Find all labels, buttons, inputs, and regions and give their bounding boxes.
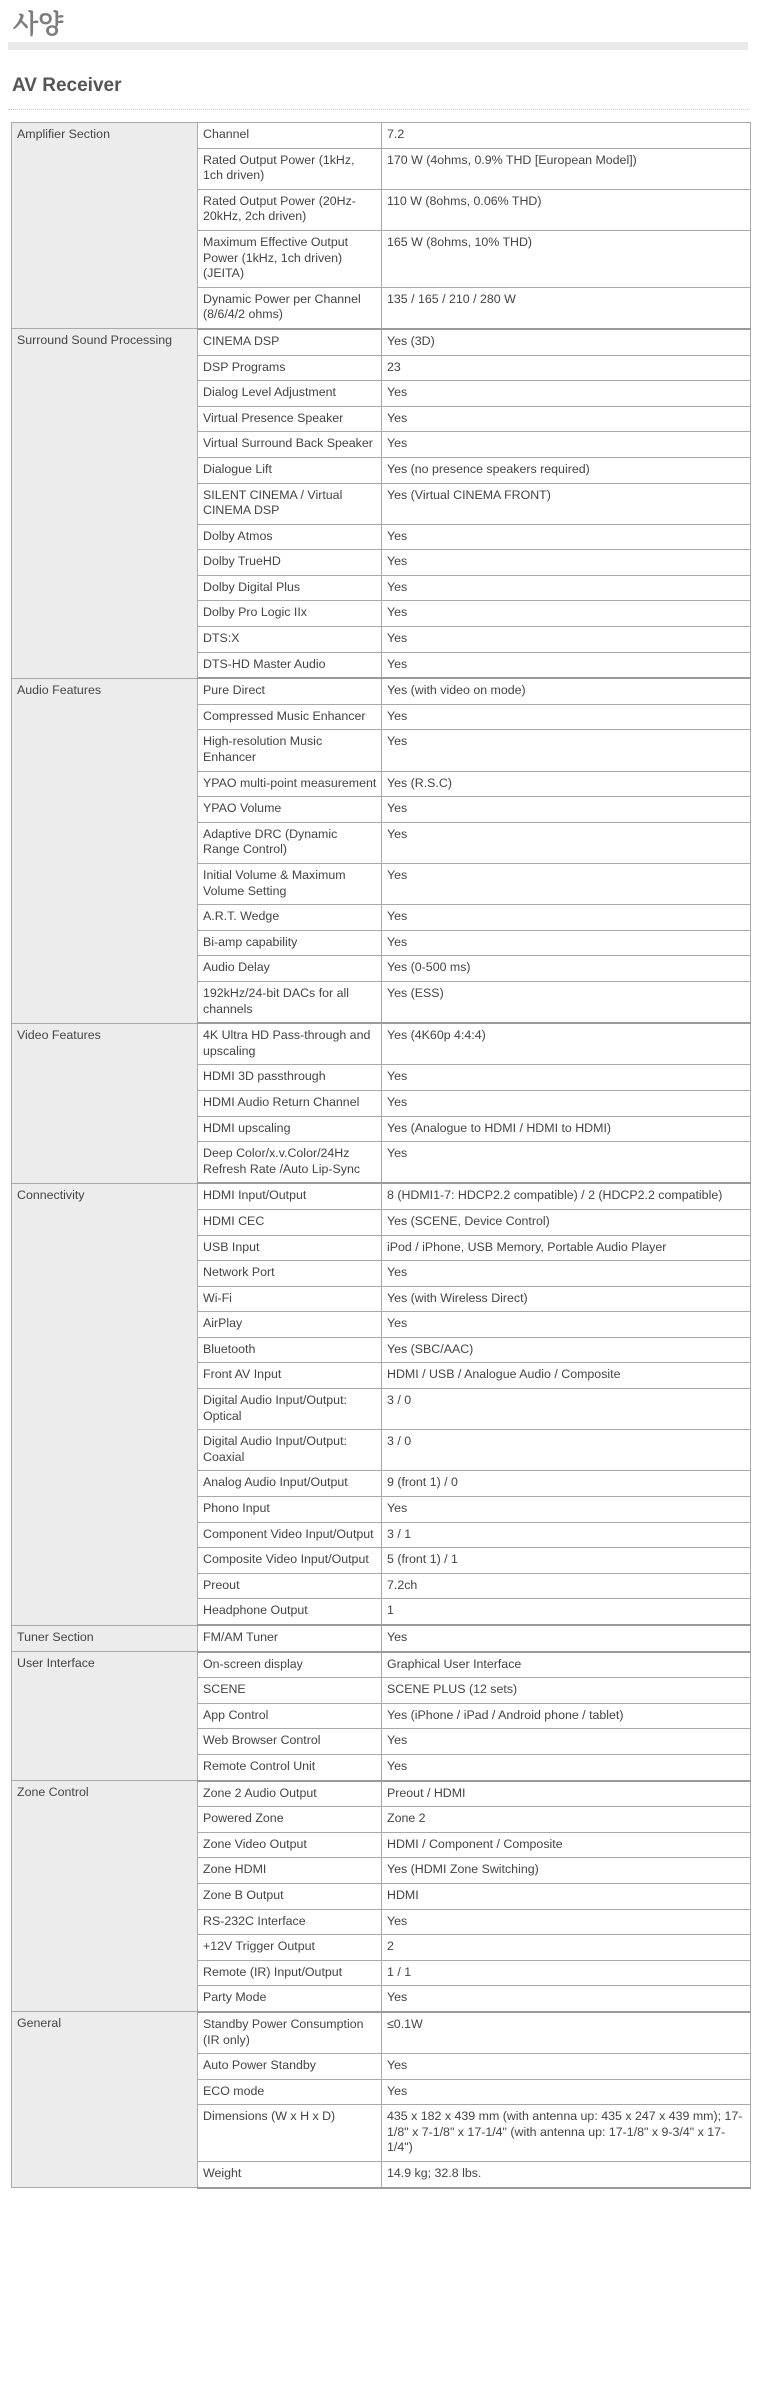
spec-label: Bi-amp capability bbox=[198, 930, 382, 956]
spec-label: ECO mode bbox=[198, 2079, 382, 2105]
spec-label: Digital Audio Input/Output: Optical bbox=[198, 1389, 382, 1430]
spec-label: Remote (IR) Input/Output bbox=[198, 1960, 382, 1986]
spec-label: HDMI Input/Output bbox=[198, 1183, 382, 1209]
spec-value: Yes bbox=[382, 1142, 751, 1184]
spec-value: Yes (no presence speakers required) bbox=[382, 457, 751, 483]
spec-value: Yes bbox=[382, 1986, 751, 2012]
spec-value: Yes bbox=[382, 381, 751, 407]
spec-label: Initial Volume & Maximum Volume Setting bbox=[198, 864, 382, 905]
spec-row bbox=[12, 1652, 751, 1678]
spec-value: 1 bbox=[382, 1599, 751, 1625]
spec-value: HDMI / USB / Analogue Audio / Composite bbox=[382, 1363, 751, 1389]
spec-value: 3 / 0 bbox=[382, 1430, 751, 1471]
spec-value: Zone 2 bbox=[382, 1807, 751, 1833]
spec-label: DTS:X bbox=[198, 627, 382, 653]
spec-label: Adaptive DRC (Dynamic Range Control) bbox=[198, 822, 382, 863]
spec-value: 135 / 165 / 210 / 280 W bbox=[382, 287, 751, 329]
spec-value: Yes bbox=[382, 652, 751, 678]
spec-label: HDMI 3D passthrough bbox=[198, 1065, 382, 1091]
spec-label: Channel bbox=[198, 123, 382, 149]
spec-label: Compressed Music Enhancer bbox=[198, 704, 382, 730]
spec-label: Dynamic Power per Channel (8/6/4/2 ohms) bbox=[198, 287, 382, 329]
spec-value: Yes bbox=[382, 1312, 751, 1338]
spec-label: Deep Color/x.v.Color/24Hz Refresh Rate /Auto Lip-Sync bbox=[198, 1142, 382, 1184]
spec-value: Yes bbox=[382, 730, 751, 771]
spec-value: 14.9 kg; 32.8 lbs. bbox=[382, 2162, 751, 2188]
spec-label: USB Input bbox=[198, 1235, 382, 1261]
spec-category: User Interface bbox=[12, 1652, 198, 1781]
spec-row bbox=[12, 1023, 751, 1065]
spec-value: Yes bbox=[382, 930, 751, 956]
spec-label: HDMI Audio Return Channel bbox=[198, 1090, 382, 1116]
spec-label: A.R.T. Wedge bbox=[198, 905, 382, 931]
spec-label: YPAO multi-point measurement bbox=[198, 771, 382, 797]
spec-value: iPod / iPhone, USB Memory, Portable Audio Player bbox=[382, 1235, 751, 1261]
spec-value: Yes bbox=[382, 822, 751, 863]
spec-value: Yes (with Wireless Direct) bbox=[382, 1286, 751, 1312]
spec-value: 435 x 182 x 439 mm (with antenna up: 435 x 247 x 439 mm); 17-1/8" x 7-1/8" x 17-1/4" (with antenna up: 17-1/8" x 9-3/4" x 17-1/4") bbox=[382, 2105, 751, 2162]
spec-value: Graphical User Interface bbox=[382, 1652, 751, 1678]
spec-label: Dolby TrueHD bbox=[198, 550, 382, 576]
spec-label: Bluetooth bbox=[198, 1337, 382, 1363]
spec-label: Zone Video Output bbox=[198, 1832, 382, 1858]
spec-label: FM/AM Tuner bbox=[198, 1625, 382, 1652]
spec-category: Connectivity bbox=[12, 1183, 198, 1625]
spec-category: Amplifier Section bbox=[12, 123, 198, 329]
spec-value: Yes (SCENE, Device Control) bbox=[382, 1209, 751, 1235]
spec-value: Yes (3D) bbox=[382, 329, 751, 355]
spec-category: Zone Control bbox=[12, 1781, 198, 2012]
spec-value: Yes (SBC/AAC) bbox=[382, 1337, 751, 1363]
page-container bbox=[0, 8, 760, 2189]
spec-value: Yes (4K60p 4:4:4) bbox=[382, 1023, 751, 1065]
spec-label: Analog Audio Input/Output bbox=[198, 1471, 382, 1497]
spec-row bbox=[12, 678, 751, 704]
spec-value: HDMI bbox=[382, 1883, 751, 1909]
spec-label: On-screen display bbox=[198, 1652, 382, 1678]
spec-value: Yes (Virtual CINEMA FRONT) bbox=[382, 483, 751, 524]
spec-value: 9 (front 1) / 0 bbox=[382, 1471, 751, 1497]
spec-label: Audio Delay bbox=[198, 956, 382, 982]
spec-row bbox=[12, 1781, 751, 1807]
spec-value: Yes bbox=[382, 1625, 751, 1652]
spec-row bbox=[12, 1625, 751, 1652]
spec-value: Yes bbox=[382, 797, 751, 823]
spec-value: Yes bbox=[382, 432, 751, 458]
spec-label: Zone HDMI bbox=[198, 1858, 382, 1884]
spec-value: Yes (with video on mode) bbox=[382, 678, 751, 704]
spec-label: HDMI CEC bbox=[198, 1209, 382, 1235]
spec-value: Yes bbox=[382, 2054, 751, 2080]
spec-value: SCENE PLUS (12 sets) bbox=[382, 1678, 751, 1704]
section-title: AV Receiver bbox=[12, 75, 122, 96]
spec-value: Yes bbox=[382, 905, 751, 931]
spec-label: Rated Output Power (20Hz-20kHz, 2ch driven) bbox=[198, 189, 382, 230]
spec-category: Audio Features bbox=[12, 678, 198, 1023]
spec-value: Yes (iPhone / iPad / Android phone / tablet) bbox=[382, 1703, 751, 1729]
spec-row bbox=[12, 329, 751, 355]
title-bar bbox=[8, 42, 748, 50]
spec-label: Digital Audio Input/Output: Coaxial bbox=[198, 1430, 382, 1471]
spec-value: 8 (HDMI1-7: HDCP2.2 compatible) / 2 (HDCP2.2 compatible) bbox=[382, 1183, 751, 1209]
spec-label: 192kHz/24-bit DACs for all channels bbox=[198, 981, 382, 1023]
spec-value: Yes (0-500 ms) bbox=[382, 956, 751, 982]
spec-table-body bbox=[12, 123, 751, 2188]
spec-label: Virtual Surround Back Speaker bbox=[198, 432, 382, 458]
spec-value: Yes bbox=[382, 601, 751, 627]
spec-label: Party Mode bbox=[198, 1986, 382, 2012]
page-title: 사양 bbox=[13, 10, 64, 40]
spec-label: Rated Output Power (1kHz, 1ch driven) bbox=[198, 148, 382, 189]
spec-value: 170 W (4ohms, 0.9% THD [European Model]) bbox=[382, 148, 751, 189]
spec-label: App Control bbox=[198, 1703, 382, 1729]
spec-label: SILENT CINEMA / Virtual CINEMA DSP bbox=[198, 483, 382, 524]
spec-category: General bbox=[12, 2012, 198, 2188]
spec-value: Yes bbox=[382, 1497, 751, 1523]
spec-label: Dimensions (W x H x D) bbox=[198, 2105, 382, 2162]
spec-value: 23 bbox=[382, 355, 751, 381]
spec-label: Headphone Output bbox=[198, 1599, 382, 1625]
spec-value: 7.2ch bbox=[382, 1573, 751, 1599]
spec-category: Tuner Section bbox=[12, 1625, 198, 1652]
spec-label: Phono Input bbox=[198, 1497, 382, 1523]
spec-value: Yes bbox=[382, 1065, 751, 1091]
spec-value: 5 (front 1) / 1 bbox=[382, 1548, 751, 1574]
spec-value: Yes bbox=[382, 550, 751, 576]
spec-value: ≤0.1W bbox=[382, 2012, 751, 2054]
spec-value: Yes bbox=[382, 575, 751, 601]
spec-table bbox=[11, 122, 751, 2189]
spec-value: 165 W (8ohms, 10% THD) bbox=[382, 230, 751, 287]
spec-row bbox=[12, 1183, 751, 1209]
spec-label: Pure Direct bbox=[198, 678, 382, 704]
spec-value: Yes bbox=[382, 1909, 751, 1935]
spec-label: SCENE bbox=[198, 1678, 382, 1704]
spec-value: 3 / 1 bbox=[382, 1522, 751, 1548]
spec-value: Yes bbox=[382, 524, 751, 550]
spec-value: 2 bbox=[382, 1935, 751, 1961]
spec-label: High-resolution Music Enhancer bbox=[198, 730, 382, 771]
spec-value: Yes bbox=[382, 1090, 751, 1116]
spec-row bbox=[12, 123, 751, 149]
spec-label: RS-232C Interface bbox=[198, 1909, 382, 1935]
spec-label: HDMI upscaling bbox=[198, 1116, 382, 1142]
spec-label: Zone 2 Audio Output bbox=[198, 1781, 382, 1807]
spec-value: Preout / HDMI bbox=[382, 1781, 751, 1807]
spec-value: Yes (R.S.C) bbox=[382, 771, 751, 797]
spec-label: Powered Zone bbox=[198, 1807, 382, 1833]
spec-label: Dolby Pro Logic IIx bbox=[198, 601, 382, 627]
spec-value: Yes bbox=[382, 704, 751, 730]
spec-label: Weight bbox=[198, 2162, 382, 2188]
section-divider bbox=[8, 109, 748, 110]
spec-value: Yes bbox=[382, 627, 751, 653]
spec-label: Dialogue Lift bbox=[198, 457, 382, 483]
spec-value: Yes bbox=[382, 1261, 751, 1287]
spec-value: 1 / 1 bbox=[382, 1960, 751, 1986]
spec-label: DSP Programs bbox=[198, 355, 382, 381]
spec-label: Auto Power Standby bbox=[198, 2054, 382, 2080]
spec-label: AirPlay bbox=[198, 1312, 382, 1338]
spec-category: Video Features bbox=[12, 1023, 198, 1183]
spec-label: Web Browser Control bbox=[198, 1729, 382, 1755]
spec-label: 4K Ultra HD Pass-through and upscaling bbox=[198, 1023, 382, 1065]
spec-value: 110 W (8ohms, 0.06% THD) bbox=[382, 189, 751, 230]
spec-value: Yes bbox=[382, 1729, 751, 1755]
spec-label: Standby Power Consumption (IR only) bbox=[198, 2012, 382, 2054]
spec-label: Preout bbox=[198, 1573, 382, 1599]
spec-row bbox=[12, 2012, 751, 2054]
spec-value: Yes (Analogue to HDMI / HDMI to HDMI) bbox=[382, 1116, 751, 1142]
spec-label: Network Port bbox=[198, 1261, 382, 1287]
spec-value: Yes bbox=[382, 864, 751, 905]
spec-label: +12V Trigger Output bbox=[198, 1935, 382, 1961]
spec-label: Composite Video Input/Output bbox=[198, 1548, 382, 1574]
spec-value: 7.2 bbox=[382, 123, 751, 149]
spec-label: Virtual Presence Speaker bbox=[198, 406, 382, 432]
spec-label: Wi-Fi bbox=[198, 1286, 382, 1312]
spec-label: Dialog Level Adjustment bbox=[198, 381, 382, 407]
spec-category: Surround Sound Processing bbox=[12, 329, 198, 678]
spec-value: 3 / 0 bbox=[382, 1389, 751, 1430]
spec-value: Yes bbox=[382, 1754, 751, 1780]
spec-label: Front AV Input bbox=[198, 1363, 382, 1389]
spec-value: Yes bbox=[382, 406, 751, 432]
spec-value: Yes (ESS) bbox=[382, 981, 751, 1023]
spec-label: Zone B Output bbox=[198, 1883, 382, 1909]
spec-value: HDMI / Component / Composite bbox=[382, 1832, 751, 1858]
spec-value: Yes bbox=[382, 2079, 751, 2105]
spec-value: Yes (HDMI Zone Switching) bbox=[382, 1858, 751, 1884]
spec-label: Component Video Input/Output bbox=[198, 1522, 382, 1548]
spec-label: Maximum Effective Output Power (1kHz, 1ch driven) (JEITA) bbox=[198, 230, 382, 287]
spec-label: DTS-HD Master Audio bbox=[198, 652, 382, 678]
spec-label: YPAO Volume bbox=[198, 797, 382, 823]
spec-label: Dolby Atmos bbox=[198, 524, 382, 550]
spec-label: CINEMA DSP bbox=[198, 329, 382, 355]
spec-label: Remote Control Unit bbox=[198, 1754, 382, 1780]
spec-label: Dolby Digital Plus bbox=[198, 575, 382, 601]
